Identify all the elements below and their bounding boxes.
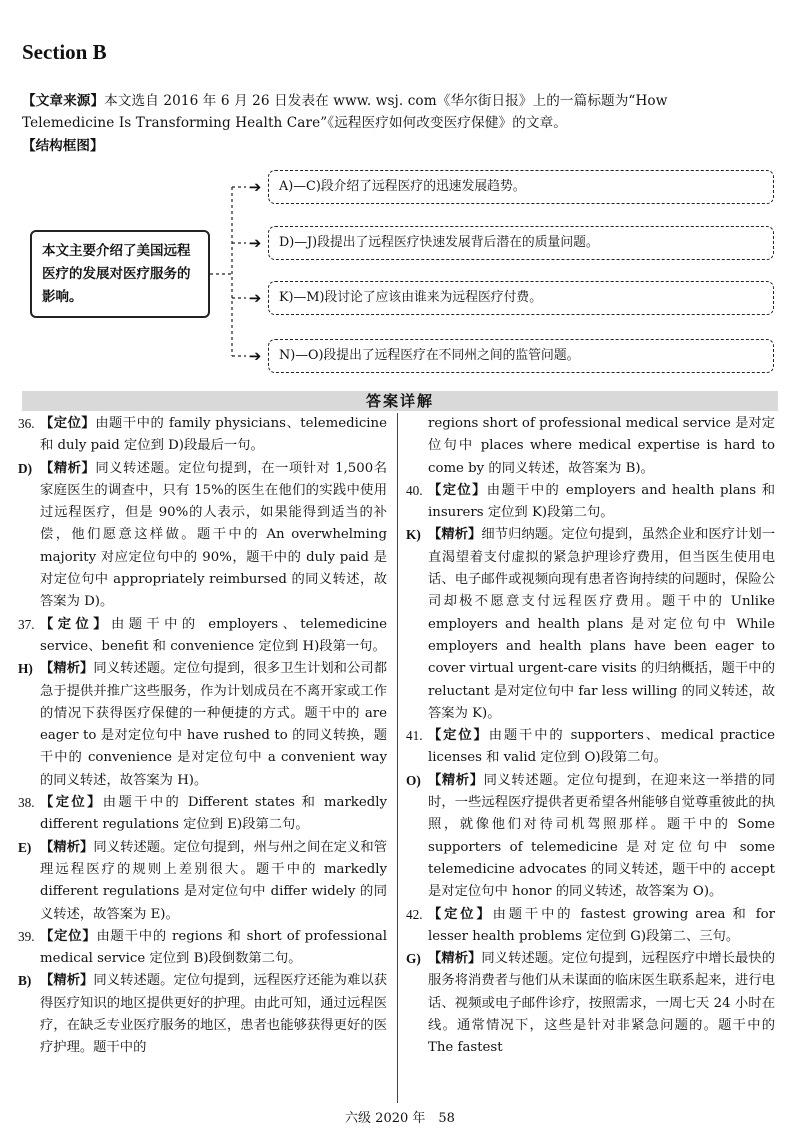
answer-item [18,458,388,614]
item-tag: 【定位】 [428,482,487,498]
answers-column-left [18,413,388,1060]
answer-letter: E) [18,839,32,855]
answer-item [18,837,388,926]
answer-letter: O) [406,772,421,788]
arrow-right-icon: ➔ [248,234,262,252]
answer-item [18,413,387,458]
answer-letter: D) [18,460,33,476]
answer-item-continued [410,413,775,480]
item-text: 同义转述题。定位句提到，在迎来这一举措的同时，一些远程医疗提供者更希望各州能够自觉尊重彼此的执照，就像他们对待司机驾照那样。题干中的 Some supporters of telemedicine 是对定位句中 some telemedicine advocates 的同义转述，题干中的 accept 是对定位句中 honor 的同义转述，故答案为 O)。 [428,772,776,900]
answer-letter: H) [18,661,33,677]
item-text: regions short of professional medical service 是对定位句中 places where medical expertise is hard to come by 的同义转述，故答案为 B)。 [428,416,775,476]
answers-header [22,391,778,411]
item-text: 同义转述题。定位句提到，很多卫生计划和公司都急于提供并推广这些服务，作为计划成员在不离开家或工作的情况下获得医疗保健的一种便捷的方式。题干中的 are eager to 是对定位句中 have rushed to 的同义转换，题干中的 convenience 是对定位句中 a convenient way 的同义转述，故答案为 H)。 [40,661,388,788]
item-text: 同义转述题。定位句提到，在一项针对 1,500名家庭医生的调查中，只有 15%的医生在他们的实践中使用过远程医疗，但是 90%的人表示，如果能得到适当的补偿，他们愿意这样做。题干中的 An overwhelming majority 对应定位句中的 90%，题干中的 duly paid 是对定位句中 appropriately reimbursed 的同义转述，故答案为 D)。 [40,460,388,610]
item-tag: 【定位】 [40,616,111,632]
question-number: 42. [406,906,423,922]
item-text: 由题干中的 supporters、medical practice licenses 和 valid 定位到 O)段第二句。 [428,728,775,766]
branch-box-2: D)—J)段提出了远程医疗快速发展背后潜在的质量问题。 [268,226,774,260]
item-tag: 【精析】 [40,973,94,989]
answer-item [18,614,387,659]
item-tag: 【定位】 [40,416,96,431]
item-text: 同义转述题。定位句提到，远程医疗还能为难以获得医疗知识的地区提供更好的护理。由此可知，通过远程医疗，在缺乏专业医疗服务的地区，患者也能够获得更好的医疗护理。题干中的 [40,973,388,1056]
answer-item [406,725,775,770]
item-text: 由题干中的 fastest growing area 和 for lesser health problems 定位到 G)段第二、三句。 [428,906,775,944]
item-tag: 【定位】 [428,728,489,744]
question-number: 38. [18,795,35,811]
item-text: 同义转述题。定位句提到，远程医疗中增长最快的服务将消费者与他们从未谋面的临床医生联系起来，进行电话、视频或电子邮件诊疗，按照需求，一周七天 24 小时在线。通常情况下，这些是针对非紧急问题的。题干中的 The fastest [428,951,776,1056]
section-title: Section B [22,40,107,64]
item-tag: 【精析】 [40,839,94,855]
answer-letter: K) [406,527,421,543]
question-number: 40. [406,482,423,498]
answers-title: 答案详解 [365,392,434,410]
item-text: 由题干中的 Different states 和 markedly different regulations 定位到 E)段第二句。 [40,795,388,833]
item-text: 由题干中的 employers and health plans 和 insurers 定位到 K)段第二句。 [428,482,776,521]
source-label: 【文章来源】 [22,93,105,109]
item-tag: 【精析】 [428,527,482,543]
answer-item [406,904,775,949]
summary-box: 本文主要介绍了美国远程医疗的发展对医疗服务的影响。 [30,230,210,318]
answers-column-right [406,413,776,1060]
arrow-right-icon: ➔ [248,347,262,365]
branch-box-3: K)—M)段讨论了应该由谁来为远程医疗付费。 [268,281,774,315]
question-number: 41. [406,728,423,744]
arrow-right-icon: ➔ [248,178,262,196]
answer-item [18,970,388,1059]
item-text: 由题干中的 employers、telemedicine service、benefit 和 convenience 定位到 H)段第一句。 [40,616,387,654]
question-number: 39. [18,928,35,944]
answer-letter: B) [18,973,32,989]
item-text: 由题干中的 family physicians、telemedicine 和 duly paid 定位到 D)段最后一句。 [40,416,387,454]
answer-item [406,480,776,525]
answer-letter: G) [406,951,421,967]
column-divider [397,413,398,1103]
item-tag: 【定位】 [40,795,103,811]
item-tag: 【定位】 [428,906,493,922]
structure-label: 【结构框图】 [22,138,104,154]
item-tag: 【精析】 [428,772,484,788]
item-text: 由题干中的 regions 和 short of professional medical service 定位到 B)段倒数第二句。 [40,928,387,967]
source-text-1: 本文选自 2016 年 6 月 26 日发表在 www. wsj. com《华尔街日报》上的一篇标题为“How [104,93,668,109]
item-tag: 【精析】 [40,661,94,677]
answer-item [406,524,776,725]
source-line-2: Telemedicine Is Transforming Health Care”《远程医疗如何改变医疗保健》的文章。 [22,115,567,131]
question-number: 36. [18,416,35,431]
item-text: 细节归纳题。定位句提到，虽然企业和医疗计划一直渴望着支付虚拟的紧急护理诊疗费用，但当医生使用电话、电子邮件或视频向现有患者咨询持续的问题时，保险公司却极不愿意支付远程医疗费用。题干中的 Unlike employers and health plans 是对定位句中 While employers and health plans have been eager to cover virtual urgent-care visits 的归纳概括，题干中的 reluctant 是对定位句中 far less willing 的同义转述，故答案为 K)。 [428,527,776,721]
answer-item [406,948,776,1059]
item-tag: 【定位】 [40,928,97,944]
page-footer: 六级 2020 年 58 [345,1111,455,1126]
answer-item [18,792,388,837]
branch-box-4: N)—O)段提出了远程医疗在不同州之间的监管问题。 [268,339,774,373]
question-number: 37. [18,616,35,632]
answer-item [18,658,388,792]
branch-box-1: A)—C)段介绍了远程医疗的迅速发展趋势。 [268,170,774,204]
item-tag: 【精析】 [428,951,482,967]
item-text: 同义转述题。定位句提到，州与州之间在定义和管理远程医疗的规则上差别很大。题干中的 markedly different regulations 是对定位句中 differ widely 的同义转述，故答案为 E)。 [40,839,388,922]
answer-item [406,770,776,904]
item-tag: 【精析】 [40,460,96,476]
arrow-right-icon: ➔ [248,289,262,307]
answer-item [18,926,387,971]
